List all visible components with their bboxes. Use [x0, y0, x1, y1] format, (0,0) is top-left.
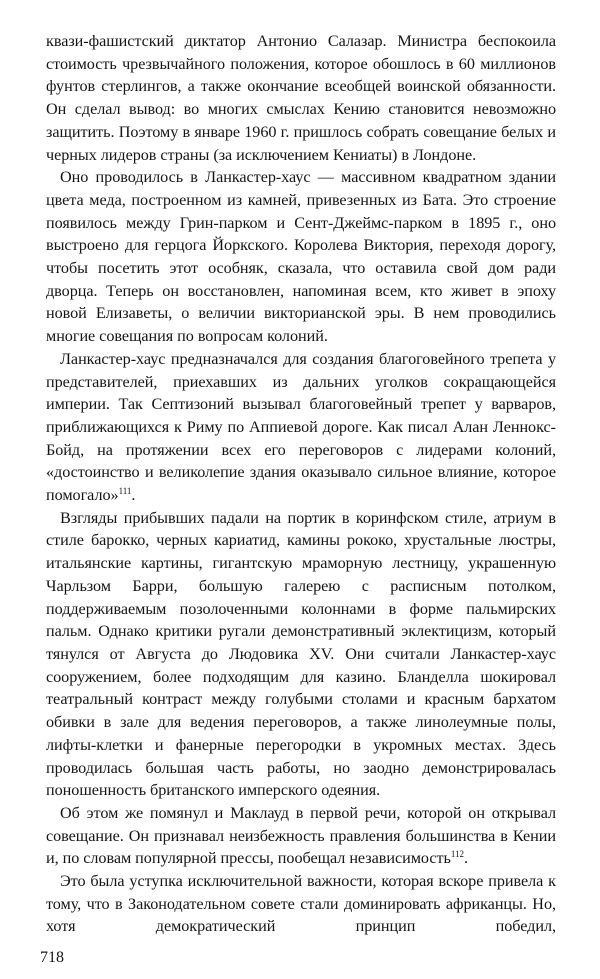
paragraph-4 [46, 507, 556, 802]
paragraph-1 [46, 30, 556, 166]
page-number: 718 [40, 949, 64, 966]
footnote-ref-111: 111 [118, 486, 132, 497]
paragraph-3-text: Ланкастер-хаус предназначался для создания благоговейного трепета у представителей, приехавших из дальних уголков сокращающейся империи. Так Септизоний вызывал благоговейный трепет у варваров, приближающихся к Риму по Аппиевой дороге. Как писал Алан Леннокс-Бойд, на протяжении всех его переговоров с лидерами колоний, «достоинство и великолепие здания оказывало сильное влияние, которое помогало» [46, 349, 556, 505]
paragraph-5: Об этом же помянул и Маклауд в первой речи, которой он открывал совещание. Он признавал неизбежность правления большинства в Кении и, по словам популярной прессы, пообещал независимость$^{112}$. [46, 803, 556, 868]
body-text [46, 30, 556, 938]
paragraph-6-text: Это была уступка исключительной важности, которая вскоре привела к тому, что в Законодательном совете стали доминировать африканцы. Но, хотя демократический принцип победил, [46, 872, 556, 936]
paragraph-3: Ланкастер-хаус предназначался для создания благоговейного трепета у представителей, приехавших из дальних уголков сокращающейся империи. Так Септизоний вызывал благоговейный трепет у варваров, приближающихся к Риму по Аппиевой дороге. Как писал Алан Леннокс-Бойд, на протяжении всех его переговоров с лидерами колоний, «достоинство и великолепие здания оказывало сильное влияние, которое помогало»$^{111}$. [46, 349, 556, 505]
paragraph-5-text: Об этом же помянул и Маклауд в первой речи, которой он открывал совещание. Он признавал неизбежность правления большинства в Кении и, по словам популярной прессы, пообещал независимость [46, 803, 556, 868]
paragraph-2-text: Оно проводилось в Ланкастер-хаус — массивном квадратном здании цвета меда, построенном из камней, привезенных из Бата. Это строение появилось между Грин-парком и Сент-Джеймс-парком в 1895 г., оно выстроено для герцога Йоркского. Королева Виктория, переходя дорогу, чтобы посетить этот особняк, сказала, что оставила свой дом ради дворца. Теперь он восстановлен, напоминая всем, кто живет в эпоху новой Елизаветы, о величии викторианской эры. В нем проводились многие совещания по вопросам колоний. [46, 168, 556, 346]
paragraph-6 [46, 870, 556, 938]
footnote-ref-112: 112 [450, 849, 464, 860]
paragraph-4-text: Взгляды прибывших падали на портик в коринфском стиле, атриум в стиле барокко, черных кариатид, камины рококо, хрустальные люстры, итальянские картины, гигантскую мраморную лестницу, украшенную Чарльзом Барри, большую галерею с расписным потолком, поддерживаемым позолоченными колоннами в форме пальмирских пальм. Однако критики ругали демонстративный эклектицизм, который тянулся от Августа до Людовика XV. Они считали Ланкастер-хаус сооружением, более подходящим для казино. Бланделла шокировал театральный контраст между голубыми столами и красным бархатом обивки в зале для ведения переговоров, а также линолеумные полы, лифты-клетки и фанерные перегородки в укромных местах. Здесь проводилась большая часть работы, но заодно демонстрировалась поношенность британского имперского одеяния. [46, 508, 556, 800]
paragraph-1-text: квази-фашистский диктатор Антонио Салазар. Министра беспокоила стоимость чрезвычайного положения, которое обошлось в 60 миллионов фунтов стерлингов, а также окончание всеобщей воинской обязанности. Он сделал вывод: во многих смыслах Кению становится невозможно защитить. Поэтому в январе 1960 г. пришлось собрать совещание белых и черных лидеров страны (за исключением Кениаты) в Лондоне. [46, 32, 556, 164]
paragraph-2 [46, 166, 556, 348]
